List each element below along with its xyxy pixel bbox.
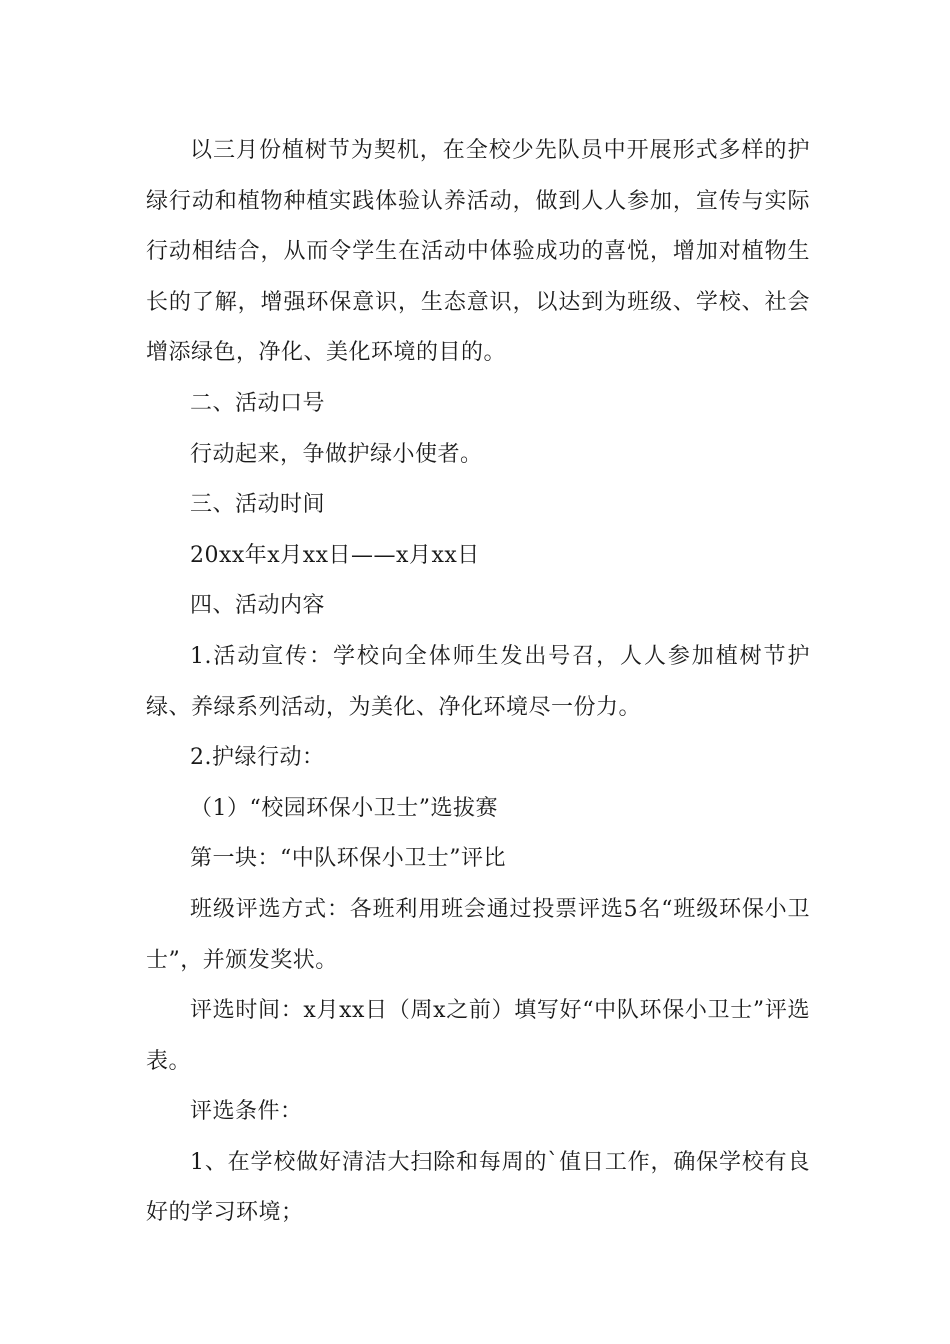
- paragraph-intro: 以三月份植树节为契机，在全校少先队员中开展形式多样的护绿行动和植物种植实践体验认养活动，做到人人参加，宣传与实际行动相结合，从而令学生在活动中体验成功的喜悦，增加对植物生长的了解，增强环保意识，生态意识，以达到为班级、学校、社会增添绿色，净化、美化环境的目的。: [146, 138, 810, 366]
- paragraph-part-one: 第一块：“中队环保小卫士”评比: [190, 846, 506, 872]
- paragraph-time: 20xx年x月xx日——x月xx日: [190, 542, 480, 568]
- paragraph-class-method: 班级评选方式：各班利用班会通过投票评选5名“班级环保小卫士”，并颁发奖状。: [146, 896, 810, 973]
- paragraph-conditions-heading: 评选条件：: [190, 1099, 303, 1125]
- paragraph-condition-1: 1、在学校做好清洁大扫除和每周的`值日工作，确保学校有良好的学习环境；: [146, 1149, 810, 1226]
- heading-slogan: 二、活动口号: [190, 390, 326, 416]
- heading-content: 四、活动内容: [190, 593, 326, 619]
- paragraph-selection-time: 评选时间：x月xx日（周x之前）填写好“中队环保小卫士”评选表。: [146, 998, 810, 1074]
- paragraph-publicity: 1.活动宣传：学校向全体师生发出号召，人人参加植树节护绿、养绿系列活动，为美化、净化环境尽一份力。: [146, 643, 810, 720]
- paragraph-green-action: 2.护绿行动：: [190, 745, 325, 771]
- paragraph-slogan: 行动起来，争做护绿小使者。: [190, 441, 483, 467]
- heading-time: 三、活动时间: [190, 492, 326, 518]
- paragraph-selection-contest: （1）“校园环保小卫士”选拔赛: [190, 795, 498, 821]
- document-body: [146, 126, 810, 1239]
